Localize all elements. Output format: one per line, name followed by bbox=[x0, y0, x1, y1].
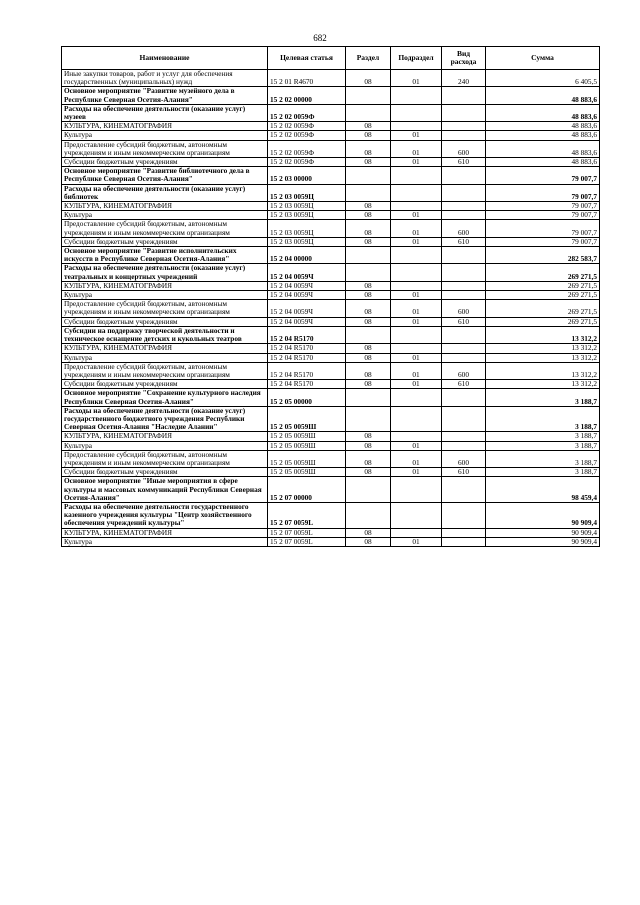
cell-amount: 48 883,6 bbox=[486, 104, 600, 121]
cell-subsection: 01 bbox=[391, 70, 442, 87]
cell-section: 08 bbox=[346, 211, 391, 220]
cell-amount: 79 007,7 bbox=[486, 237, 600, 246]
cell-expense-type bbox=[442, 264, 486, 281]
cell-expense-type bbox=[442, 104, 486, 121]
table-row bbox=[62, 237, 600, 246]
cell-code: 15 2 04 0059Ч bbox=[268, 264, 346, 281]
cell-expense-type bbox=[442, 87, 486, 104]
cell-section bbox=[346, 477, 391, 503]
cell-subsection bbox=[391, 247, 442, 264]
cell-name: КУЛЬТУРА, КИНЕМАТОГРАФИЯ bbox=[62, 344, 268, 353]
cell-section: 08 bbox=[346, 291, 391, 300]
cell-code: 15 2 05 0059Ш bbox=[268, 450, 346, 467]
cell-subsection bbox=[391, 528, 442, 537]
cell-code: 15 2 07 0059L bbox=[268, 537, 346, 546]
cell-section bbox=[346, 87, 391, 104]
cell-subsection: 01 bbox=[391, 380, 442, 389]
cell-amount: 6 405,5 bbox=[486, 70, 600, 87]
table-row bbox=[62, 281, 600, 290]
cell-code: 15 2 02 0059Ф bbox=[268, 140, 346, 157]
table-row bbox=[62, 300, 600, 317]
cell-subsection: 01 bbox=[391, 131, 442, 140]
cell-subsection: 01 bbox=[391, 441, 442, 450]
cell-expense-type bbox=[442, 389, 486, 406]
cell-section: 08 bbox=[346, 131, 391, 140]
cell-code: 15 2 03 0059Ц bbox=[268, 237, 346, 246]
cell-subsection: 01 bbox=[391, 537, 442, 546]
cell-amount: 269 271,5 bbox=[486, 300, 600, 317]
cell-amount: 3 188,7 bbox=[486, 432, 600, 441]
table-row bbox=[62, 264, 600, 281]
budget-table bbox=[61, 46, 600, 547]
cell-amount: 98 459,4 bbox=[486, 477, 600, 503]
cell-subsection bbox=[391, 502, 442, 528]
cell-amount: 79 007,7 bbox=[486, 211, 600, 220]
cell-code: 15 2 04 R5170 bbox=[268, 380, 346, 389]
cell-expense-type bbox=[442, 537, 486, 546]
cell-section: 08 bbox=[346, 432, 391, 441]
cell-amount: 3 188,7 bbox=[486, 468, 600, 477]
table-row bbox=[62, 167, 600, 184]
cell-subsection bbox=[391, 281, 442, 290]
cell-section: 08 bbox=[346, 202, 391, 211]
cell-name: Культура bbox=[62, 441, 268, 450]
cell-code: 15 2 07 00000 bbox=[268, 477, 346, 503]
cell-section: 08 bbox=[346, 281, 391, 290]
cell-section bbox=[346, 104, 391, 121]
page-number: 682 bbox=[313, 33, 327, 43]
header-expense-type: Вид расхода bbox=[442, 47, 486, 70]
cell-code: 15 2 05 0059Ш bbox=[268, 441, 346, 450]
table-row bbox=[62, 450, 600, 467]
cell-name: Расходы на обеспечение деятельности (оказание услуг) государственного бюджетного учреждения Республики Северная Осетия-Алания "Наследие Алании" bbox=[62, 406, 268, 432]
cell-subsection bbox=[391, 432, 442, 441]
cell-code: 15 2 03 0059Ц bbox=[268, 202, 346, 211]
cell-code: 15 2 04 R5170 bbox=[268, 362, 346, 379]
cell-name: Предоставление субсидий бюджетным, автономным учреждениям и иным некоммерческим организациям bbox=[62, 450, 268, 467]
cell-amount: 3 188,7 bbox=[486, 389, 600, 406]
cell-code: 15 2 02 0059Ф bbox=[268, 158, 346, 167]
cell-code: 15 2 02 0059Ф bbox=[268, 122, 346, 131]
cell-name: Культура bbox=[62, 537, 268, 546]
cell-amount: 269 271,5 bbox=[486, 264, 600, 281]
cell-expense-type bbox=[442, 344, 486, 353]
cell-section: 08 bbox=[346, 450, 391, 467]
table-body bbox=[62, 70, 600, 547]
cell-expense-type bbox=[442, 247, 486, 264]
cell-expense-type bbox=[442, 281, 486, 290]
table-row bbox=[62, 380, 600, 389]
cell-section: 08 bbox=[346, 468, 391, 477]
cell-expense-type: 600 bbox=[442, 140, 486, 157]
cell-code: 15 2 04 0059Ч bbox=[268, 281, 346, 290]
table-row bbox=[62, 477, 600, 503]
cell-expense-type bbox=[442, 202, 486, 211]
cell-section: 08 bbox=[346, 158, 391, 167]
cell-expense-type: 610 bbox=[442, 237, 486, 246]
cell-expense-type: 600 bbox=[442, 300, 486, 317]
cell-subsection: 01 bbox=[391, 353, 442, 362]
table-row bbox=[62, 122, 600, 131]
cell-section bbox=[346, 264, 391, 281]
cell-section: 08 bbox=[346, 441, 391, 450]
cell-subsection: 01 bbox=[391, 468, 442, 477]
cell-expense-type: 610 bbox=[442, 468, 486, 477]
cell-section: 08 bbox=[346, 317, 391, 326]
cell-code: 15 2 03 0059Ц bbox=[268, 211, 346, 220]
cell-name: Субсидии бюджетным учреждениям bbox=[62, 468, 268, 477]
cell-name: Субсидии бюджетным учреждениям bbox=[62, 317, 268, 326]
cell-code: 15 2 01 R4670 bbox=[268, 70, 346, 87]
cell-amount: 13 312,2 bbox=[486, 380, 600, 389]
cell-name: КУЛЬТУРА, КИНЕМАТОГРАФИЯ bbox=[62, 122, 268, 131]
cell-expense-type bbox=[442, 353, 486, 362]
cell-name: Основное мероприятие "Сохранение культурного наследия Республики Северная Осетия-Алания" bbox=[62, 389, 268, 406]
cell-expense-type bbox=[442, 441, 486, 450]
table-header bbox=[62, 47, 600, 70]
cell-section: 08 bbox=[346, 70, 391, 87]
cell-code: 15 2 05 0059Ш bbox=[268, 432, 346, 441]
table-row bbox=[62, 441, 600, 450]
cell-amount: 79 007,7 bbox=[486, 184, 600, 201]
table-row bbox=[62, 202, 600, 211]
cell-subsection: 01 bbox=[391, 317, 442, 326]
cell-code: 15 2 04 0059Ч bbox=[268, 317, 346, 326]
cell-amount: 48 883,6 bbox=[486, 122, 600, 131]
cell-name: Расходы на обеспечение деятельности (оказание услуг) библиотек bbox=[62, 184, 268, 201]
cell-section: 08 bbox=[346, 220, 391, 237]
cell-amount: 269 271,5 bbox=[486, 291, 600, 300]
table-row bbox=[62, 502, 600, 528]
cell-subsection: 01 bbox=[391, 450, 442, 467]
cell-name: Культура bbox=[62, 131, 268, 140]
cell-amount: 90 909,4 bbox=[486, 528, 600, 537]
cell-name: КУЛЬТУРА, КИНЕМАТОГРАФИЯ bbox=[62, 281, 268, 290]
table-row bbox=[62, 211, 600, 220]
table-row bbox=[62, 326, 600, 343]
cell-code: 15 2 03 0059Ц bbox=[268, 184, 346, 201]
table-row bbox=[62, 528, 600, 537]
cell-amount: 3 188,7 bbox=[486, 450, 600, 467]
cell-subsection: 01 bbox=[391, 237, 442, 246]
cell-expense-type bbox=[442, 184, 486, 201]
cell-expense-type bbox=[442, 326, 486, 343]
table-row bbox=[62, 184, 600, 201]
cell-name: Культура bbox=[62, 353, 268, 362]
cell-code: 15 2 07 0059L bbox=[268, 502, 346, 528]
cell-expense-type: 600 bbox=[442, 450, 486, 467]
cell-amount: 48 883,6 bbox=[486, 140, 600, 157]
cell-expense-type bbox=[442, 167, 486, 184]
table-row bbox=[62, 468, 600, 477]
header-section: Раздел bbox=[346, 47, 391, 70]
header-code: Целевая статья bbox=[268, 47, 346, 70]
cell-subsection: 01 bbox=[391, 140, 442, 157]
cell-name: Основное мероприятие "Развитие музейного дела в Республике Северная Осетия-Алания" bbox=[62, 87, 268, 104]
cell-section bbox=[346, 502, 391, 528]
cell-amount: 269 271,5 bbox=[486, 317, 600, 326]
table-row bbox=[62, 353, 600, 362]
table-row bbox=[62, 87, 600, 104]
table-row bbox=[62, 104, 600, 121]
cell-name: КУЛЬТУРА, КИНЕМАТОГРАФИЯ bbox=[62, 432, 268, 441]
table-row bbox=[62, 70, 600, 87]
cell-code: 15 2 02 0059Ф bbox=[268, 131, 346, 140]
cell-section: 08 bbox=[346, 353, 391, 362]
cell-expense-type: 610 bbox=[442, 158, 486, 167]
cell-name: Расходы на обеспечение деятельности (оказание услуг) театральных и концертных учреждений bbox=[62, 264, 268, 281]
cell-subsection: 01 bbox=[391, 362, 442, 379]
cell-section: 08 bbox=[346, 237, 391, 246]
cell-code: 15 2 04 0059Ч bbox=[268, 291, 346, 300]
cell-subsection: 01 bbox=[391, 291, 442, 300]
cell-name: Культура bbox=[62, 291, 268, 300]
cell-amount: 79 007,7 bbox=[486, 202, 600, 211]
cell-amount: 13 312,2 bbox=[486, 353, 600, 362]
cell-name: КУЛЬТУРА, КИНЕМАТОГРАФИЯ bbox=[62, 202, 268, 211]
cell-name: Субсидии на поддержку творческой деятельности и техническое оснащение детских и кукольных театров bbox=[62, 326, 268, 343]
cell-code: 15 2 05 0059Ш bbox=[268, 468, 346, 477]
table-row bbox=[62, 344, 600, 353]
table-row bbox=[62, 247, 600, 264]
cell-subsection bbox=[391, 87, 442, 104]
cell-name: Предоставление субсидий бюджетным, автономным учреждениям и иным некоммерческим организациям bbox=[62, 140, 268, 157]
cell-subsection bbox=[391, 389, 442, 406]
cell-amount: 3 188,7 bbox=[486, 441, 600, 450]
cell-subsection bbox=[391, 122, 442, 131]
cell-section: 08 bbox=[346, 344, 391, 353]
cell-amount: 79 007,7 bbox=[486, 220, 600, 237]
cell-section bbox=[346, 326, 391, 343]
cell-section: 08 bbox=[346, 122, 391, 131]
cell-name: Расходы на обеспечение деятельности (оказание услуг) музеев bbox=[62, 104, 268, 121]
cell-amount: 79 007,7 bbox=[486, 167, 600, 184]
cell-name: Субсидии бюджетным учреждениям bbox=[62, 380, 268, 389]
cell-expense-type bbox=[442, 211, 486, 220]
cell-subsection: 01 bbox=[391, 158, 442, 167]
header-amount: Сумма bbox=[486, 47, 600, 70]
table-row bbox=[62, 220, 600, 237]
cell-subsection bbox=[391, 104, 442, 121]
cell-amount: 13 312,2 bbox=[486, 344, 600, 353]
table-row bbox=[62, 537, 600, 546]
header-subsection: Подраздел bbox=[391, 47, 442, 70]
cell-subsection bbox=[391, 326, 442, 343]
cell-code: 15 2 03 0059Ц bbox=[268, 220, 346, 237]
cell-section bbox=[346, 406, 391, 432]
cell-amount: 269 271,5 bbox=[486, 281, 600, 290]
cell-expense-type bbox=[442, 291, 486, 300]
table-row bbox=[62, 158, 600, 167]
cell-section bbox=[346, 184, 391, 201]
cell-subsection bbox=[391, 264, 442, 281]
cell-code: 15 2 03 00000 bbox=[268, 167, 346, 184]
table-row bbox=[62, 362, 600, 379]
cell-section bbox=[346, 247, 391, 264]
table-row bbox=[62, 131, 600, 140]
cell-name: Иные закупки товаров, работ и услуг для обеспечения государственных (муниципальных) нужд bbox=[62, 70, 268, 87]
cell-section: 08 bbox=[346, 380, 391, 389]
cell-expense-type bbox=[442, 131, 486, 140]
table-row bbox=[62, 432, 600, 441]
cell-subsection bbox=[391, 477, 442, 503]
cell-expense-type: 610 bbox=[442, 317, 486, 326]
cell-expense-type: 600 bbox=[442, 362, 486, 379]
cell-amount: 13 312,2 bbox=[486, 326, 600, 343]
cell-subsection bbox=[391, 202, 442, 211]
table-row bbox=[62, 317, 600, 326]
cell-expense-type: 240 bbox=[442, 70, 486, 87]
cell-expense-type bbox=[442, 432, 486, 441]
cell-name: Субсидии бюджетным учреждениям bbox=[62, 158, 268, 167]
cell-section: 08 bbox=[346, 537, 391, 546]
cell-name: Субсидии бюджетным учреждениям bbox=[62, 237, 268, 246]
cell-code: 15 2 04 R5170 bbox=[268, 353, 346, 362]
cell-subsection bbox=[391, 184, 442, 201]
cell-name: Расходы на обеспечение деятельности государственного казенного учреждения культуры "Центр хозяйственного обеспечения учреждений культуры" bbox=[62, 502, 268, 528]
cell-section: 08 bbox=[346, 140, 391, 157]
cell-expense-type bbox=[442, 406, 486, 432]
cell-amount: 48 883,6 bbox=[486, 131, 600, 140]
cell-amount: 48 883,6 bbox=[486, 158, 600, 167]
cell-subsection: 01 bbox=[391, 211, 442, 220]
cell-amount: 282 583,7 bbox=[486, 247, 600, 264]
cell-name: Основное мероприятие "Развитие исполнительских искусств в Республике Северная Осетия-Алания" bbox=[62, 247, 268, 264]
cell-name: Предоставление субсидий бюджетным, автономным учреждениям и иным некоммерческим организациям bbox=[62, 220, 268, 237]
cell-expense-type bbox=[442, 502, 486, 528]
cell-amount: 13 312,2 bbox=[486, 362, 600, 379]
cell-code: 15 2 04 00000 bbox=[268, 247, 346, 264]
cell-name: Основное мероприятие "Иные мероприятия в сфере культуры и массовых коммуникаций Республики Северная Осетия-Алания" bbox=[62, 477, 268, 503]
cell-subsection bbox=[391, 344, 442, 353]
cell-expense-type: 610 bbox=[442, 380, 486, 389]
cell-name: Основное мероприятие "Развитие библиотечного дела в Республике Северная Осетия-Алания" bbox=[62, 167, 268, 184]
cell-section: 08 bbox=[346, 300, 391, 317]
cell-section: 08 bbox=[346, 362, 391, 379]
cell-amount: 90 909,4 bbox=[486, 537, 600, 546]
table-row bbox=[62, 389, 600, 406]
cell-code: 15 2 05 0059Ш bbox=[268, 406, 346, 432]
table-row bbox=[62, 291, 600, 300]
cell-subsection bbox=[391, 406, 442, 432]
cell-name: Культура bbox=[62, 211, 268, 220]
cell-code: 15 2 04 0059Ч bbox=[268, 300, 346, 317]
cell-subsection: 01 bbox=[391, 220, 442, 237]
cell-code: 15 2 05 00000 bbox=[268, 389, 346, 406]
cell-code: 15 2 04 R5170 bbox=[268, 344, 346, 353]
cell-code: 15 2 07 0059L bbox=[268, 528, 346, 537]
cell-amount: 3 188,7 bbox=[486, 406, 600, 432]
cell-expense-type bbox=[442, 477, 486, 503]
cell-subsection: 01 bbox=[391, 300, 442, 317]
cell-code: 15 2 04 R5170 bbox=[268, 326, 346, 343]
cell-section bbox=[346, 389, 391, 406]
cell-section: 08 bbox=[346, 528, 391, 537]
table-row bbox=[62, 140, 600, 157]
cell-name: Предоставление субсидий бюджетным, автономным учреждениям и иным некоммерческим организациям bbox=[62, 300, 268, 317]
table-row bbox=[62, 406, 600, 432]
cell-expense-type bbox=[442, 528, 486, 537]
cell-expense-type bbox=[442, 122, 486, 131]
cell-amount: 90 909,4 bbox=[486, 502, 600, 528]
cell-subsection bbox=[391, 167, 442, 184]
cell-section bbox=[346, 167, 391, 184]
cell-code: 15 2 02 0059Ф bbox=[268, 104, 346, 121]
header-name: Наименование bbox=[62, 47, 268, 70]
cell-name: Предоставление субсидий бюджетным, автономным учреждениям и иным некоммерческим организациям bbox=[62, 362, 268, 379]
cell-expense-type: 600 bbox=[442, 220, 486, 237]
cell-code: 15 2 02 00000 bbox=[268, 87, 346, 104]
cell-amount: 48 883,6 bbox=[486, 87, 600, 104]
cell-name: КУЛЬТУРА, КИНЕМАТОГРАФИЯ bbox=[62, 528, 268, 537]
